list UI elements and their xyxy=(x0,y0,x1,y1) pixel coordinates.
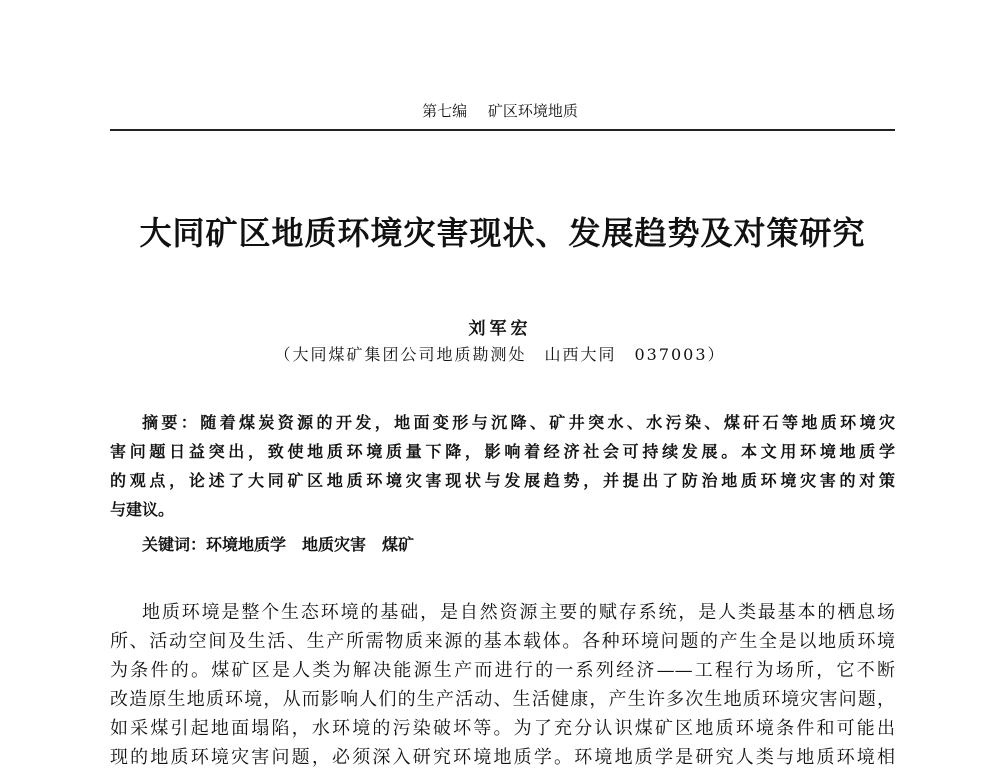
author-affiliation: （大同煤矿集团公司地质勘测处 山西大同 037003） xyxy=(274,345,726,364)
keywords-value: 环境地质学 地质灾害 煤矿 xyxy=(206,535,415,554)
header-section: 矿区环境地质 xyxy=(487,102,578,120)
keywords-label: 关键词： xyxy=(142,535,207,554)
article-title: 大同矿区地质环境灾害现状、发展趋势及对策研究 xyxy=(139,214,866,252)
abstract-line: 害问题日益突出，致使地质环境质量下降，影响着经济社会可持续发展。本文用环境地质学 xyxy=(110,442,895,461)
abstract-line: 与建议。 xyxy=(110,500,175,519)
abstract-label: 摘要： xyxy=(142,413,201,432)
header-part: 第七编 xyxy=(422,102,468,120)
running-header xyxy=(0,100,1000,121)
paragraph-line: 地质环境是整个生态环境的基础，是自然资源主要的赋存系统，是人类最基本的栖息场 xyxy=(142,602,895,623)
abstract-text: 随着煤炭资源的开发，地面变形与沉降、矿井突水、水污染、煤矸石等地质环境灾 xyxy=(200,413,895,432)
author-name: 刘军宏 xyxy=(468,319,532,339)
header-rule xyxy=(110,129,895,131)
paragraph-line: 改造原生地质环境，从而影响人们的生产活动、生活健康，产生许多次生地质环境灾害问题， xyxy=(110,689,895,710)
abstract-line: 的观点，论述了大同矿区地质环境灾害现状与发展趋势，并提出了防治地质环境灾害的对策 xyxy=(110,471,895,490)
paragraph-line: 现的地质环境灾害问题，必须深入研究环境地质学。环境地质学是研究人类与地质环境相 xyxy=(110,747,895,768)
paragraph-line: 为条件的。煤矿区是人类为解决能源生产而进行的一系列经济——工程行为场所，它不断 xyxy=(110,660,895,681)
abstract-line xyxy=(142,410,895,433)
paragraph-line: 所、活动空间及生活、生产所需物质来源的基本载体。各种环境问题的产生全是以地质环境 xyxy=(110,631,895,652)
paragraph-line: 如采煤引起地面塌陷，水环境的污染破坏等。为了充分认识煤矿区地质环境条件和可能出 xyxy=(110,718,895,739)
keywords xyxy=(142,532,895,555)
